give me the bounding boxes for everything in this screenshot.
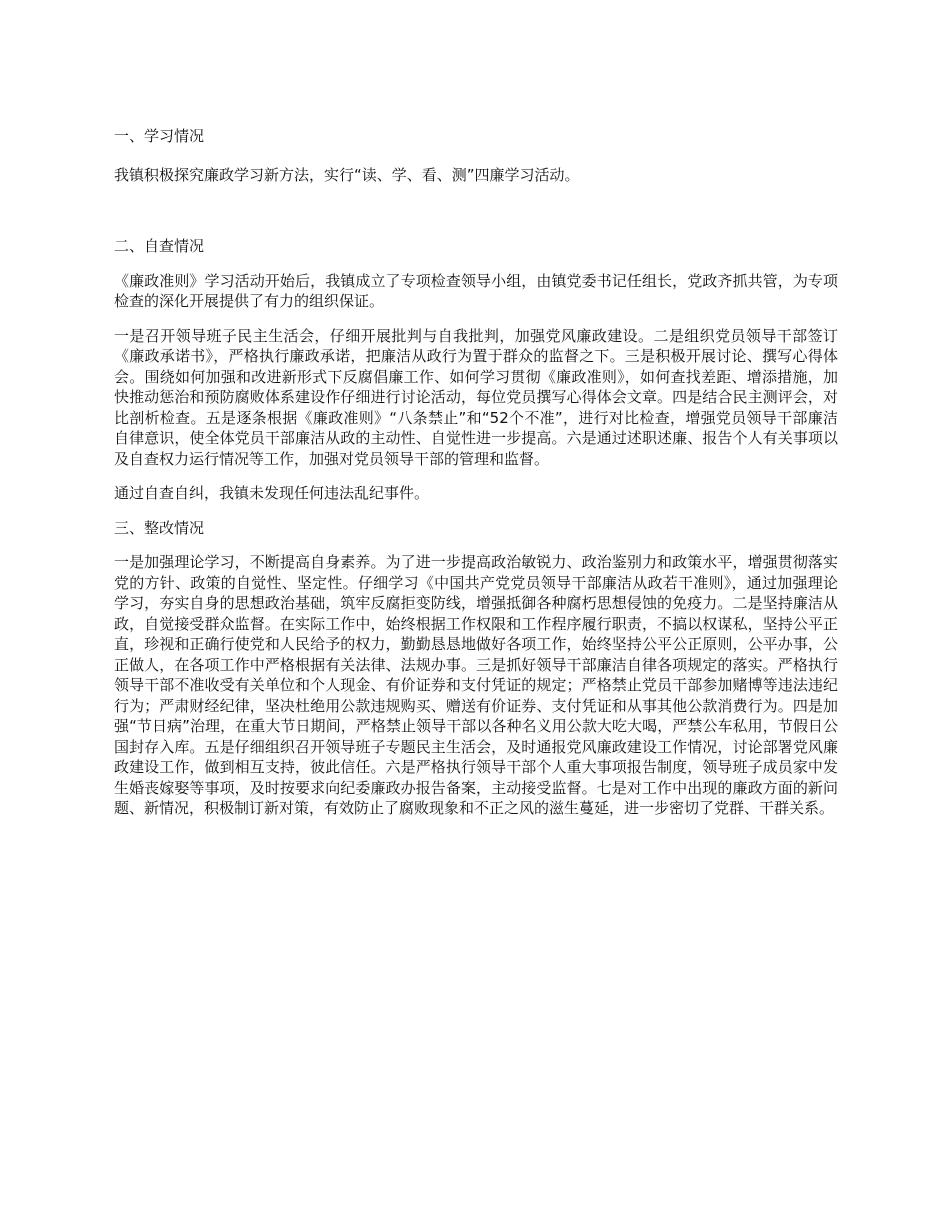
self-inspection-paragraph-2: 一是召开领导班子民主生活会，仔细开展批判与自我批判，加强党风廉政建设。二是组织党员领导干部签订《廉政承诺书》，严格执行廉政承诺，把廉洁从政行为置于群众的监督之下。三是积极开展讨论、撰写心得体会。围绕如何加强和改进新形式下反腐倡廉工作、如何学习贯彻《廉政准则》，如何查找差距、增添措施，加快推动惩治和预防腐败体系建设作仔细进行讨论活动，每位党员撰写心得体会文章。四是结合民主测评会，对比剖析检查。五是逐条根据《廉政准则》“八条禁止”和“52个不准”，进行对比检查，增强党员领导干部廉洁自律意识，使全体党员干部廉洁从政的主动性、自觉性进一步提高。六是通过述职述廉、报告个人有关事项以及自查权力运行情况等工作，加强对党员领导干部的管理和监督。 bbox=[114, 326, 838, 468]
section-heading-study: 一、学习情况 bbox=[114, 127, 205, 145]
document-body bbox=[114, 126, 838, 819]
rectification-paragraph: 一是加强理论学习，不断提高自身素养。为了进一步提高政治敏锐力、政治鉴别力和政策水平，增强贯彻落实党的方针、政策的自觉性、坚定性。仔细学习《中国共产党党员领导干部廉洁从政若干准则》，通过加强理论学习，夯实自身的思想政治基础，筑牢反腐拒变防线，增强抵御各种腐朽思想侵蚀的免疫力。二是坚持廉洁从政，自觉接受群众监督。在实际工作中，始终根据工作权限和工作程序履行职责，不搞以权谋私，坚持公平正直，珍视和正确行使党和人民给予的权力，勤勤恳恳地做好各项工作，始终坚持公平公正原则，公平办事，公正做人，在各项工作中严格根据有关法律、法规办事。三是抓好领导干部廉洁自律各项规定的落实。严格执行领导干部不准收受有关单位和个人现金、有价证券和支付凭证的规定；严格禁止党员干部参加赌博等违法违纪行为；严肃财经纪律，坚决杜绝用公款违规购买、赠送有价证券、支付凭证和从事其他公款消费行为。四是加强“节日病”治理，在重大节日期间，严格禁止领导干部以各种名义用公款大吃大喝，严禁公车私用，节假日公国封存入库。五是仔细组织召开领导班子专题民主生活会，及时通报党风廉政建设工作情况，讨论部署党风廉政建设工作，做到相互支持，彼此信任。六是严格执行领导干部个人重大事项报告制度，领导班子成员家中发生婚丧嫁娶等事项，及时按要求向纪委廉政办报告备案，主动接受监督。七是对工作中出现的廉政方面的新问题、新情况，积极制订新对策，有效防止了腐败现象和不正之风的滋生蔓延，进一步密切了党群、干群关系。 bbox=[114, 553, 838, 817]
study-paragraph: 我镇积极探究廉政学习新方法，实行“读、学、看、测”四廉学习活动。 bbox=[114, 165, 580, 184]
self-inspection-paragraph-1: 《廉政准则》学习活动开始后，我镇成立了专项检查领导小组，由镇党委书记任组长，党政齐抓共管，为专项检查的深化开展提供了有力的组织保证。 bbox=[114, 271, 838, 310]
section-heading-self-inspection: 二、自查情况 bbox=[114, 237, 205, 255]
self-inspection-paragraph-3: 通过自查自纠，我镇未发现任何违法乱纪事件。 bbox=[114, 484, 430, 502]
section-heading-rectification: 三、整改情况 bbox=[114, 518, 205, 537]
